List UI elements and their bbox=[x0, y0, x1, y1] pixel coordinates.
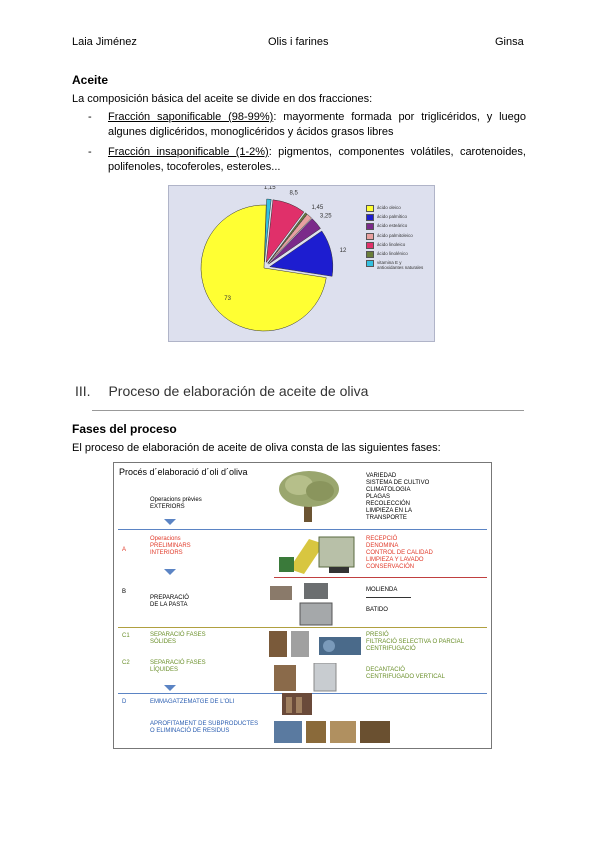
legend-swatch bbox=[366, 233, 374, 240]
legend-label: ácido palmitoleico bbox=[377, 232, 413, 238]
step-a-detail: DENOMINA bbox=[366, 543, 399, 549]
legend-entry bbox=[366, 242, 426, 249]
step-e-line: APROFITAMENT DE SUBPRODUCTES bbox=[150, 721, 259, 727]
legend-swatch bbox=[366, 260, 374, 267]
bullet-text bbox=[108, 110, 526, 140]
factor-item: SISTEMA DE CULTIVO bbox=[366, 480, 430, 486]
step-c1-details bbox=[366, 632, 464, 653]
legend-label: ácido esteárico bbox=[377, 223, 408, 229]
legend-entry bbox=[366, 251, 426, 258]
aceite-bullet-list bbox=[88, 110, 526, 175]
step-e-line: O ELIMINACIÓ DE RESIDUS bbox=[150, 728, 230, 734]
section-title: Proceso de elaboración de aceite de oliva bbox=[108, 383, 369, 399]
step-c1-line: SEPARACIÓ FASES bbox=[150, 632, 206, 638]
separation-machinery-image bbox=[269, 629, 364, 659]
step-c2-label bbox=[150, 660, 206, 674]
ops-line: Operacions prèvies bbox=[150, 497, 202, 503]
down-arrow-icon bbox=[164, 685, 176, 691]
legend-entry bbox=[366, 233, 426, 240]
factor-item: RECOLECCIÓN bbox=[366, 501, 411, 507]
step-c2-line: LÍQUIDES bbox=[150, 667, 179, 673]
step-c1-letter: C1 bbox=[122, 633, 130, 639]
step-c2-line: SEPARACIÓ FASES bbox=[150, 660, 206, 666]
pie-data-label: 8,5 bbox=[289, 190, 298, 197]
legend-label: ácido linolénico bbox=[377, 250, 408, 256]
legend-swatch bbox=[366, 214, 374, 221]
step-b-line: PREPARACIÓ bbox=[150, 595, 189, 601]
step-c1-detail: CENTRIFUGACIÓ bbox=[366, 646, 416, 652]
step-d-letter: D bbox=[122, 699, 127, 705]
pie-data-label: 1,45 bbox=[311, 205, 324, 212]
bullet-saponificable bbox=[88, 110, 526, 140]
ops-line: EXTERIORS bbox=[150, 504, 185, 510]
step-c1-detail: FILTRACIÓ SELECTIVA O PARCIAL bbox=[366, 639, 465, 645]
section-numeral: III. bbox=[75, 383, 91, 399]
legend-swatch bbox=[366, 251, 374, 258]
step-a-detail: CONTROL DE CALIDAD bbox=[366, 550, 433, 556]
bullet-text bbox=[108, 145, 526, 175]
byproducts-images bbox=[274, 721, 394, 743]
step-e-label bbox=[150, 721, 258, 735]
section-heading bbox=[75, 383, 368, 399]
header-author: Laia Jiménez bbox=[72, 36, 137, 48]
bullet-dash: - bbox=[88, 111, 92, 123]
legend-entry bbox=[366, 205, 426, 212]
legend-swatch bbox=[366, 242, 374, 249]
row-separator bbox=[274, 577, 487, 578]
pie-data-label: 12 bbox=[339, 248, 347, 255]
legend-entry bbox=[366, 223, 426, 230]
pie-data-label: 1,15 bbox=[263, 186, 276, 192]
bullet-rest: : mayormente formada por triglicéridos, y luego algunes diglicéridos, monoglicéridos y ácidos grasos libres bbox=[108, 111, 526, 138]
step-c2-letter: C2 bbox=[122, 660, 130, 666]
step-a-label bbox=[150, 536, 191, 557]
step-c2-details bbox=[366, 667, 445, 681]
step-b-detail-1: MOLIENDA bbox=[366, 587, 398, 593]
factor-item: VARIEDAD bbox=[366, 473, 397, 479]
header-title: Olis i farines bbox=[268, 36, 329, 48]
aceite-intro: La composición básica del aceite se divide en dos fracciones: bbox=[72, 93, 373, 105]
factor-item: PLAGAS bbox=[366, 494, 391, 500]
factor-item: LIMPIEZA EN LA bbox=[366, 508, 413, 514]
reception-machinery-image bbox=[269, 529, 364, 577]
step-a-detail: LIMPIEZA Y LAVADO bbox=[366, 557, 424, 563]
fases-intro: El proceso de elaboración de aceite de oliva consta de las siguientes fases: bbox=[72, 442, 441, 454]
step-a-line: PRELIMINARS bbox=[150, 543, 191, 549]
legend-entry bbox=[366, 260, 426, 270]
decantation-image bbox=[274, 663, 344, 693]
bullet-dash: - bbox=[88, 146, 92, 158]
step-a-detail: CONSERVACIÓN bbox=[366, 564, 415, 570]
step-a-line: INTERIORS bbox=[150, 550, 183, 556]
pie-data-label: 3,25 bbox=[319, 213, 332, 220]
aceite-heading: Aceite bbox=[72, 73, 109, 87]
step-c1-label bbox=[150, 632, 206, 646]
pre-harvest-factors bbox=[366, 473, 429, 522]
header-company: Ginsa bbox=[495, 36, 524, 48]
step-d-label: EMMAGATZEMATGE DE L'OLI bbox=[150, 699, 235, 705]
fases-heading: Fases del proceso bbox=[72, 422, 177, 436]
step-c2-detail: DECANTACIÓ bbox=[366, 667, 405, 673]
step-c2-detail: CENTRIFUGADO VERTICAL bbox=[366, 674, 445, 680]
milling-machinery-image bbox=[270, 581, 362, 627]
step-a-letter: A bbox=[122, 547, 127, 553]
pie-legend bbox=[366, 205, 426, 272]
legend-label: ácido linoleico bbox=[377, 241, 406, 247]
step-c1-line: SÒLIDES bbox=[150, 639, 177, 645]
legend-label: ácido oleico bbox=[377, 205, 401, 210]
olive-tree-image bbox=[274, 467, 344, 525]
bullet-insaponificable bbox=[88, 145, 526, 175]
row-separator bbox=[118, 627, 487, 628]
factor-item: CLIMATOLOGIA bbox=[366, 487, 411, 493]
factor-item: TRANSPORTE bbox=[366, 515, 407, 521]
step-a-detail: RECEPCIÓ bbox=[366, 536, 398, 542]
step-a-details bbox=[366, 536, 433, 571]
step-b-detail-2: BATIDO bbox=[366, 607, 388, 613]
bullet-rest: : pigmentos, componentes volátiles, carotenoides, polifenoles, tocoferoles, esteroles... bbox=[108, 146, 526, 173]
ops-exteriors bbox=[150, 497, 202, 511]
legend-label: ácido palmítico bbox=[377, 214, 408, 220]
bullet-term: Fracción insaponificable (1-2%) bbox=[108, 146, 269, 158]
process-diagram bbox=[113, 462, 492, 749]
section-divider bbox=[92, 410, 524, 411]
legend-swatch bbox=[366, 223, 374, 230]
step-b-letter: B bbox=[122, 589, 127, 595]
step-a-line: Operacions bbox=[150, 536, 181, 542]
legend-label: vitamina E y antioxidantes naturales bbox=[377, 260, 424, 271]
step-b-line: DE LA PASTA bbox=[150, 602, 188, 608]
step-c1-detail: PRESIÓ bbox=[366, 632, 389, 638]
pie-data-label: 73 bbox=[224, 296, 231, 303]
legend-entry bbox=[366, 214, 426, 221]
bullet-term: Fracción saponificable (98-99%) bbox=[108, 111, 274, 123]
step-b-label bbox=[150, 595, 189, 609]
down-arrow-icon bbox=[164, 519, 176, 525]
down-arrow-icon bbox=[164, 569, 176, 575]
process-title: Procés d´elaboració d´oli d´oliva bbox=[119, 467, 248, 477]
storage-tanks-image bbox=[282, 693, 312, 715]
legend-swatch bbox=[366, 205, 374, 212]
detail-underline bbox=[366, 597, 411, 598]
